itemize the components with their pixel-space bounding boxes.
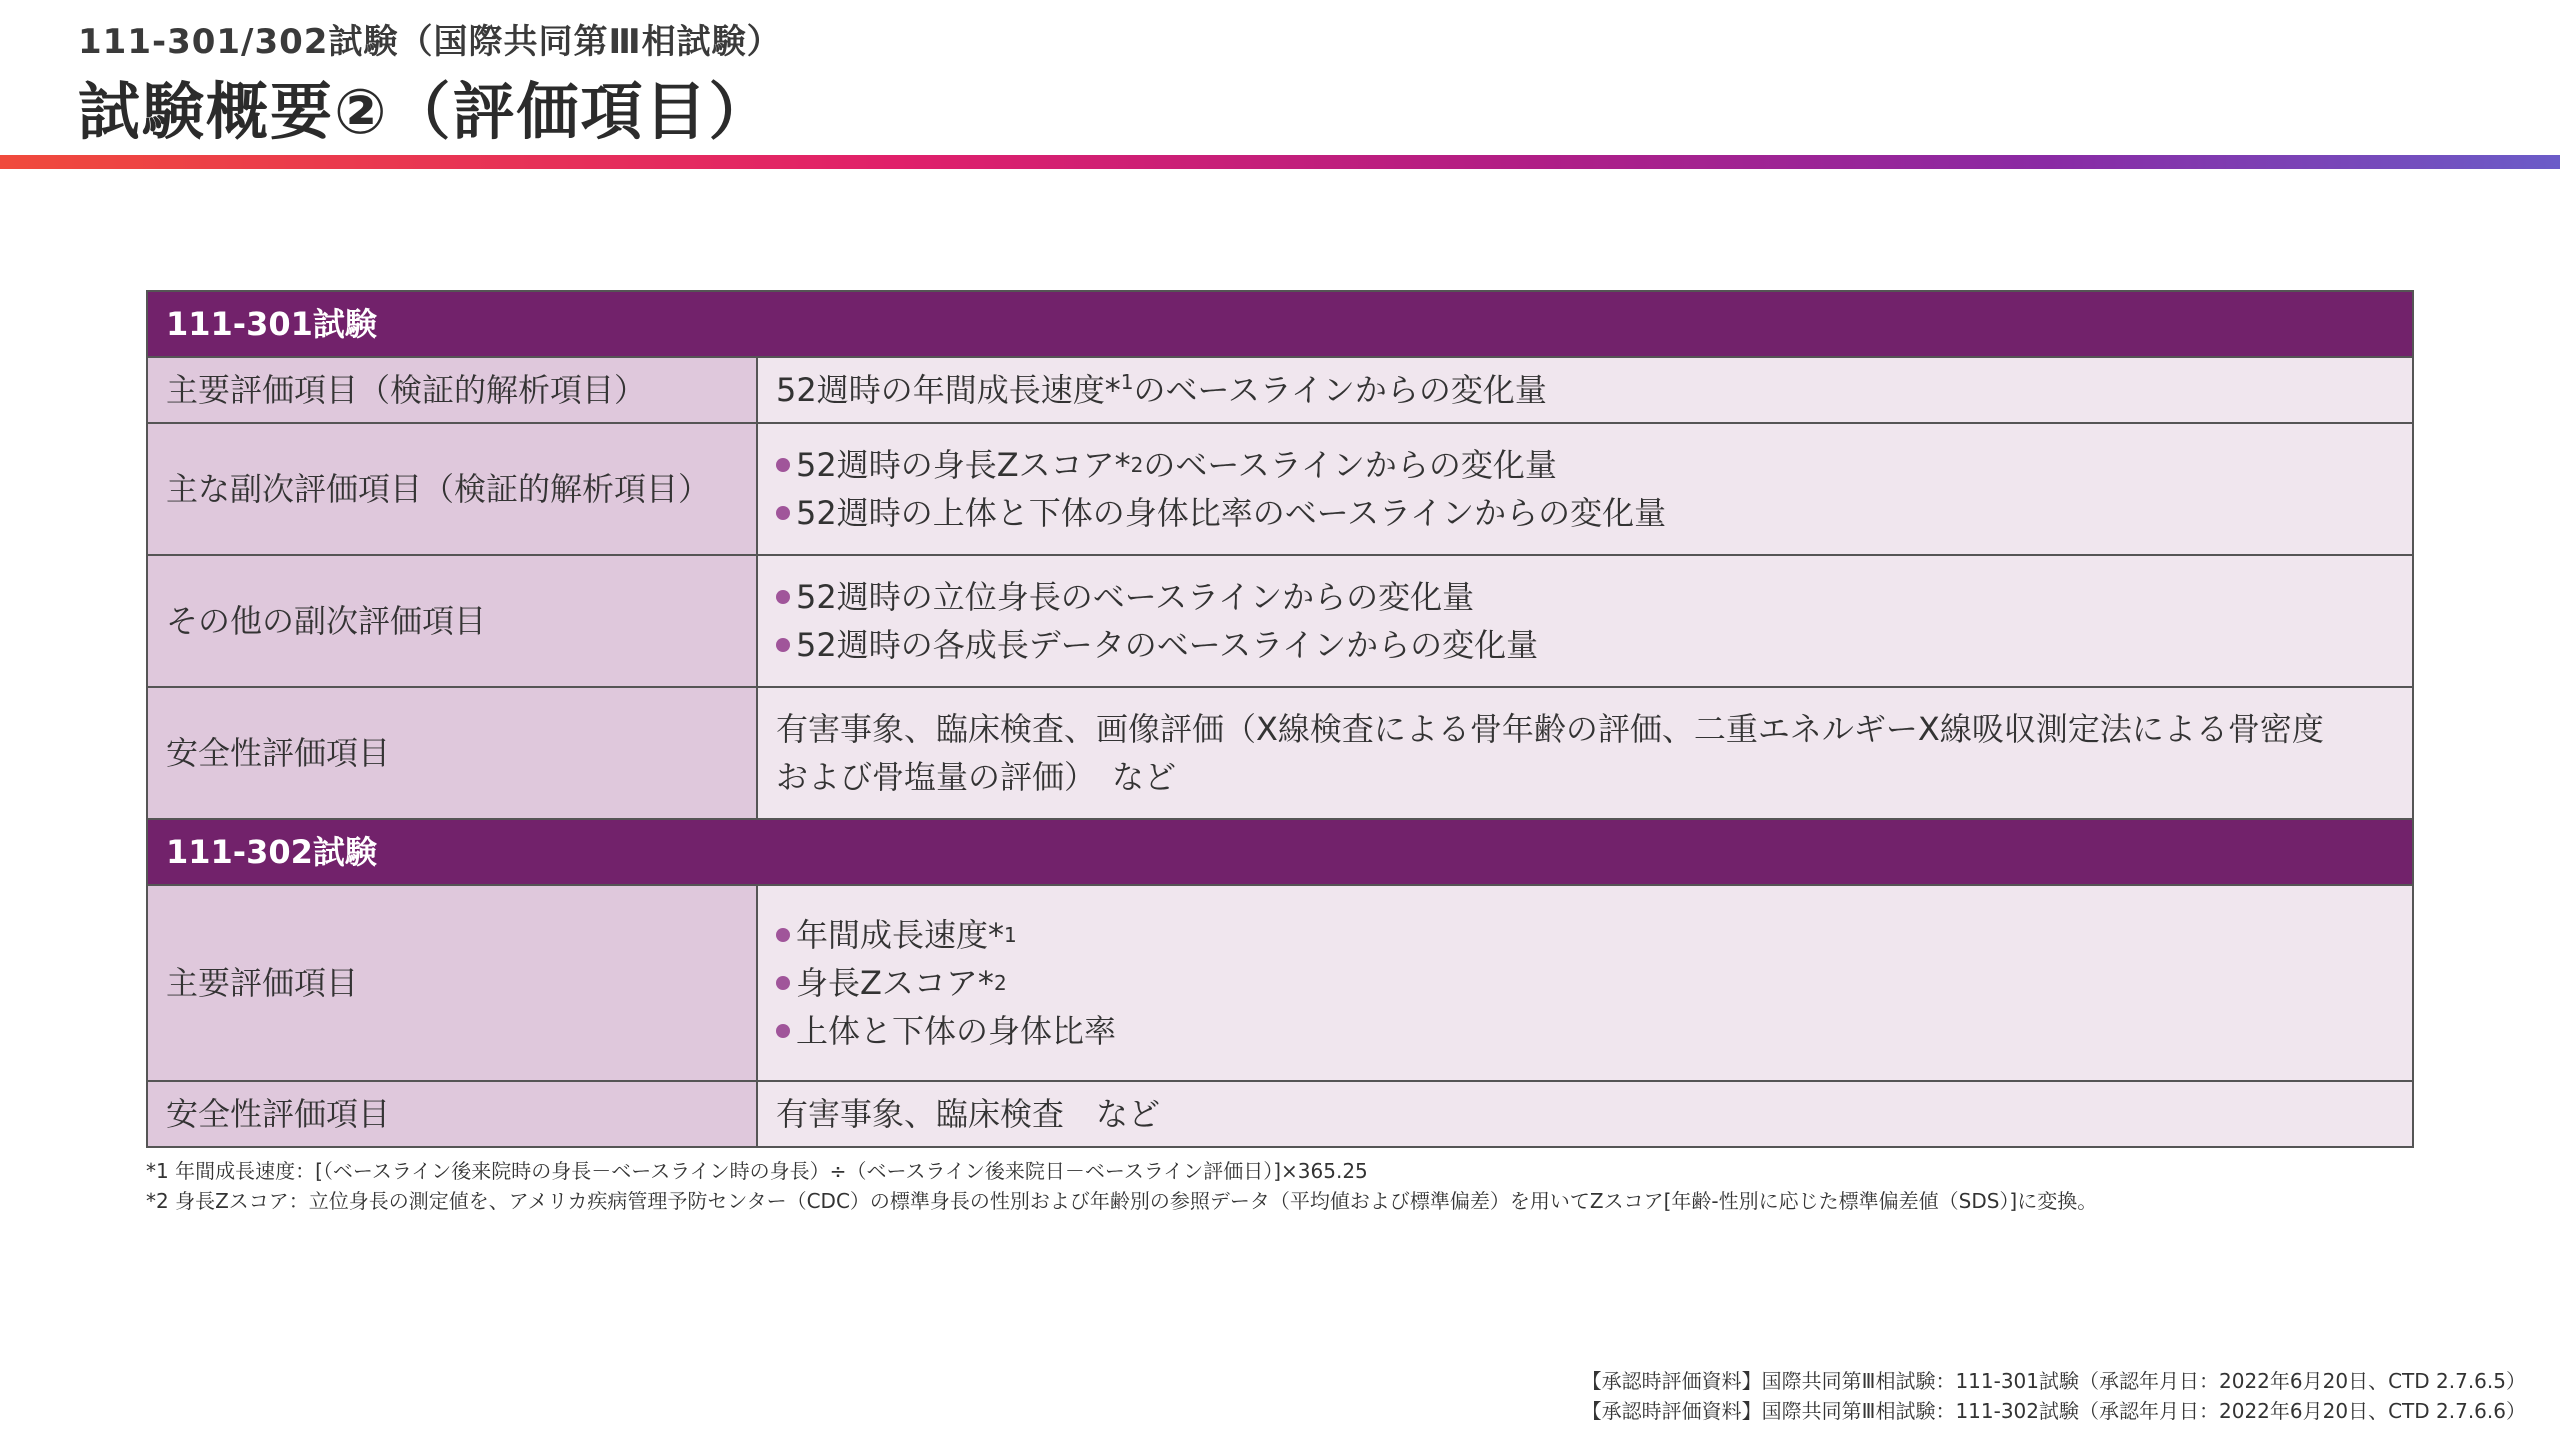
row-label: その他の副次評価項目	[147, 555, 757, 687]
value-line: および骨塩量の評価） など	[776, 758, 1177, 796]
table-row	[147, 1081, 2413, 1147]
value-text-tail: のベースラインからの変化量	[1133, 371, 1547, 409]
row-label: 主要評価項目（検証的解析項目）	[147, 357, 757, 423]
section-title: 111-301試験	[147, 291, 2413, 357]
value-text: 52週時の年間成長速度*	[776, 371, 1121, 409]
value-line: 有害事象、臨床検査、画像評価（X線検査による骨年齢の評価、二重エネルギーX線吸収測定法による骨密度	[776, 710, 2324, 748]
list-item-text: 年間成長速度*	[796, 916, 1005, 954]
list-item-text: 52週時の各成長データのベースラインからの変化量	[796, 626, 1539, 664]
list-item: 年間成長速度* 1	[776, 911, 2394, 959]
row-value	[757, 423, 2413, 555]
bullet-icon	[776, 638, 790, 652]
footnote-2: *2 身長Zスコア：立位身長の測定値を、アメリカ疾病管理予防センター（CDC）の標準身長の性別および年齢別の参照データ（平均値および標準偏差）を用いてZスコア[年齢-性別に応じた標準偏差値（SDS）]に変換。	[146, 1189, 2098, 1213]
bullet-icon	[776, 928, 790, 942]
list-item-text: 身長Zスコア*	[796, 964, 994, 1002]
bullet-icon	[776, 1024, 790, 1038]
source-line-1: 【承認時評価資料】国際共同第Ⅲ相試験：111-301試験（承認年月日：2022年6月20日、CTD 2.7.6.5）	[1581, 1369, 2526, 1393]
endpoints-table	[146, 290, 2414, 1148]
table-row	[147, 555, 2413, 687]
source-references	[1582, 1366, 2526, 1426]
list-item: 身長Zスコア* 2	[776, 959, 2394, 1007]
section-title: 111-302試験	[147, 819, 2413, 885]
footnote-1: *1 年間成長速度：[（ベースライン後来院時の身長－ベースライン時の身長）÷（ベースライン後来院日－ベースライン評価日）]×365.25	[146, 1159, 1368, 1183]
row-value	[757, 885, 2413, 1081]
list-item	[776, 621, 2394, 669]
slide-title: 試験概要②（評価項目）	[78, 75, 773, 148]
list-item-text: 上体と下体の身体比率	[796, 1012, 1117, 1050]
bullet-icon	[776, 458, 790, 472]
list-item-text: 52週時の立位身長のベースラインからの変化量	[796, 578, 1475, 616]
list-item: 52週時の身長Zスコア* 2 のベースラインからの変化量	[776, 441, 2394, 489]
list-item-text-tail: のベースラインからの変化量	[1143, 446, 1557, 484]
row-label: 主要評価項目	[147, 885, 757, 1081]
gradient-divider	[0, 155, 2560, 169]
slide-subtitle: 111-301/302試験（国際共同第Ⅲ相試験）	[78, 22, 782, 62]
footnotes	[146, 1156, 2446, 1216]
row-value	[757, 357, 2413, 423]
row-label: 安全性評価項目	[147, 687, 757, 819]
list-item	[776, 1007, 2394, 1055]
bullet-icon	[776, 590, 790, 604]
table-row	[147, 357, 2413, 423]
footnote-ref: 1	[1120, 370, 1134, 394]
row-label: 主な副次評価項目（検証的解析項目）	[147, 423, 757, 555]
bullet-icon	[776, 976, 790, 990]
row-value	[757, 555, 2413, 687]
row-label: 安全性評価項目	[147, 1081, 757, 1147]
list-item	[776, 573, 2394, 621]
source-line-2: 【承認時評価資料】国際共同第Ⅲ相試験：111-302試験（承認年月日：2022年6月20日、CTD 2.7.6.6）	[1581, 1399, 2526, 1423]
bullet-icon	[776, 506, 790, 520]
section-header-301	[147, 291, 2413, 357]
table-row	[147, 885, 2413, 1081]
section-header-302	[147, 819, 2413, 885]
list-item	[776, 489, 2394, 537]
row-value	[757, 687, 2413, 819]
table-row	[147, 687, 2413, 819]
row-value: 有害事象、臨床検査 など	[757, 1081, 2413, 1147]
list-item-text: 52週時の身長Zスコア*	[796, 446, 1131, 484]
list-item-text: 52週時の上体と下体の身体比率のベースラインからの変化量	[796, 494, 1667, 532]
table-row	[147, 423, 2413, 555]
